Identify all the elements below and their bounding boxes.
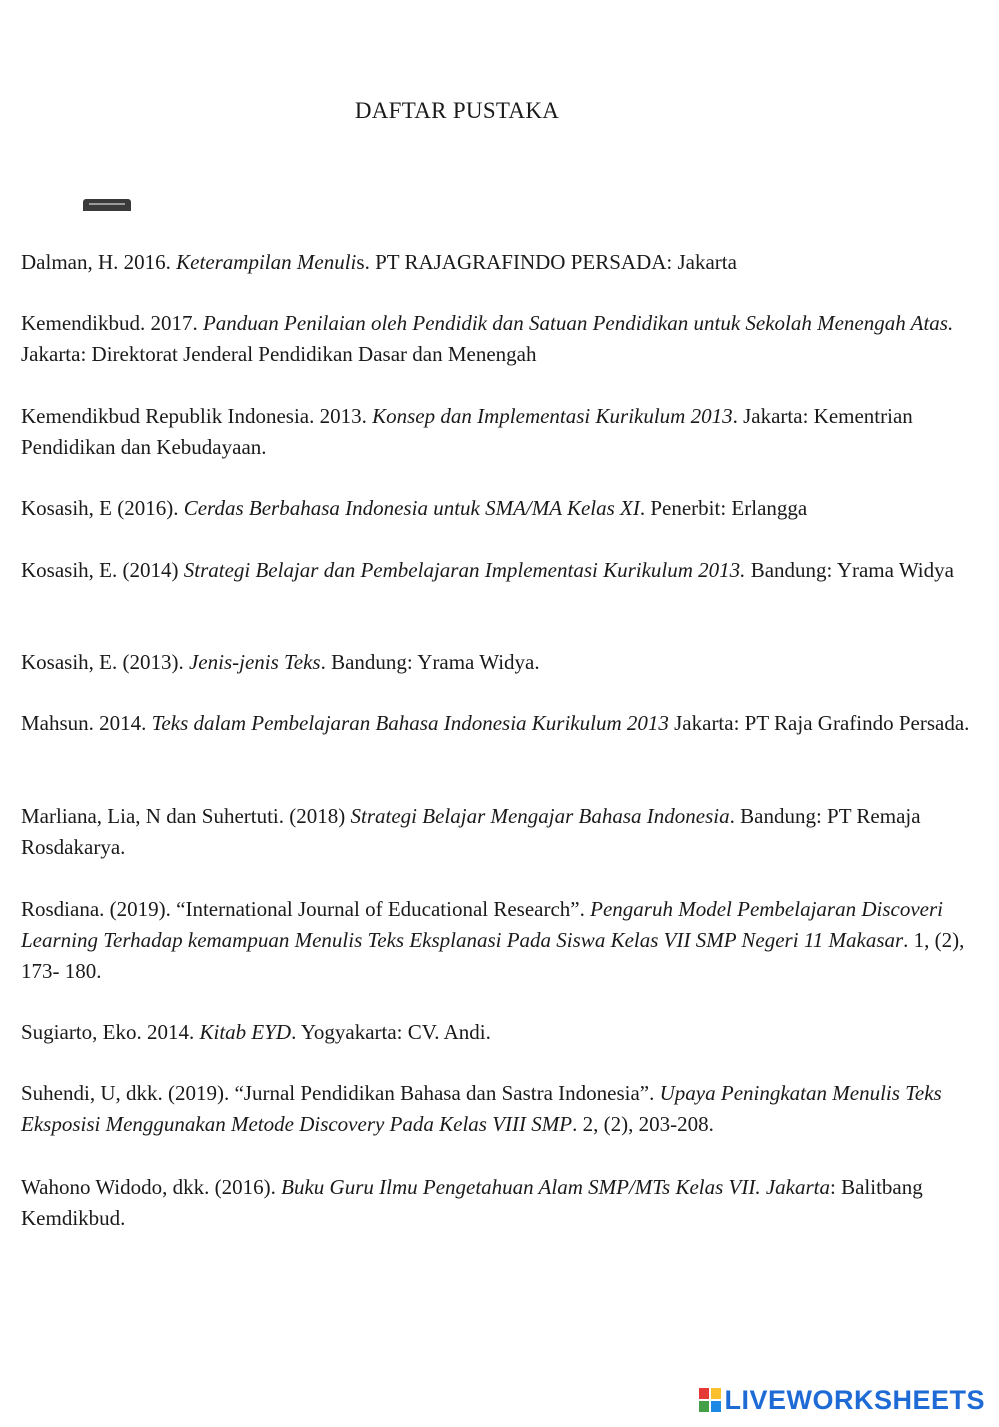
logo-text: LIVEWORKSHEETS — [724, 1384, 985, 1415]
reference-entry: Dalman, H. 2016. Keterampilan Menulis. PT RAJAGRAFINDO PERSADA: Jakarta — [21, 250, 737, 274]
liveworksheets-logo[interactable] — [698, 1385, 985, 1415]
reference-entry: Kemendikbud Republik Indonesia. 2013. Konsep dan Implementasi Kurikulum 2013. Jakarta: Kementrian Pendidikan dan Kebudayaan. — [21, 404, 913, 459]
page-title: DAFTAR PUSTAKA — [354, 98, 560, 123]
reference-entry: Kosasih, E. (2014) Strategi Belajar dan Pembelajaran Implementasi Kurikulum 2013. Bandung: Yrama Widya — [21, 558, 954, 582]
reference-entry: Rosdiana. (2019). “International Journal of Educational Research”. Pengaruh Model Pembelajaran Discoveri Learning Terhadap kemampuan Menulis Teks Eksplanasi Pada Siswa Kelas VII SMP Negeri 11 Makasar. 1, (2), 173- 180. — [21, 897, 965, 983]
reference-entry: Wahono Widodo, dkk. (2016). Buku Guru Ilmu Pengetahuan Alam SMP/MTs Kelas VII. Jakarta: Balitbang Kemdikbud. — [21, 1175, 923, 1230]
logo-icon — [698, 1387, 722, 1413]
reference-entry: Kosasih, E. (2013). Jenis-jenis Teks. Bandung: Yrama Widya. — [21, 650, 540, 674]
logo-square-yellow — [710, 1387, 722, 1400]
reference-entry: Suhendi, U, dkk. (2019). “Jurnal Pendidikan Bahasa dan Sastra Indonesia”. Upaya Peningkatan Menulis Teks Eksposisi Menggunakan Metode Discovery Pada Kelas VIII SMP. 2, (2), 203-208. — [21, 1081, 942, 1136]
inserted-tool-icon — [83, 199, 131, 211]
logo-square-red — [698, 1387, 710, 1400]
reference-entry: Kosasih, E (2016). Cerdas Berbahasa Indonesia untuk SMA/MA Kelas XI. Penerbit: Erlangga — [21, 496, 808, 520]
reference-entry: Marliana, Lia, N dan Suhertuti. (2018) Strategi Belajar Mengajar Bahasa Indonesia. Bandung: PT Remaja Rosdakarya. — [21, 804, 921, 859]
logo-square-green — [698, 1400, 710, 1413]
reference-entry: Kemendikbud. 2017. Panduan Penilaian oleh Pendidik dan Satuan Pendidikan untuk Sekolah Menengah Atas. Jakarta: Direktorat Jenderal Pendidikan Dasar dan Menengah — [21, 311, 954, 366]
logo-square-blue — [710, 1400, 722, 1413]
reference-entry: Sugiarto, Eko. 2014. Kitab EYD. Yogyakarta: CV. Andi. — [21, 1020, 491, 1044]
reference-entry: Mahsun. 2014. Teks dalam Pembelajaran Bahasa Indonesia Kurikulum 2013 Jakarta: PT Raja Grafindo Persada. — [21, 711, 970, 735]
